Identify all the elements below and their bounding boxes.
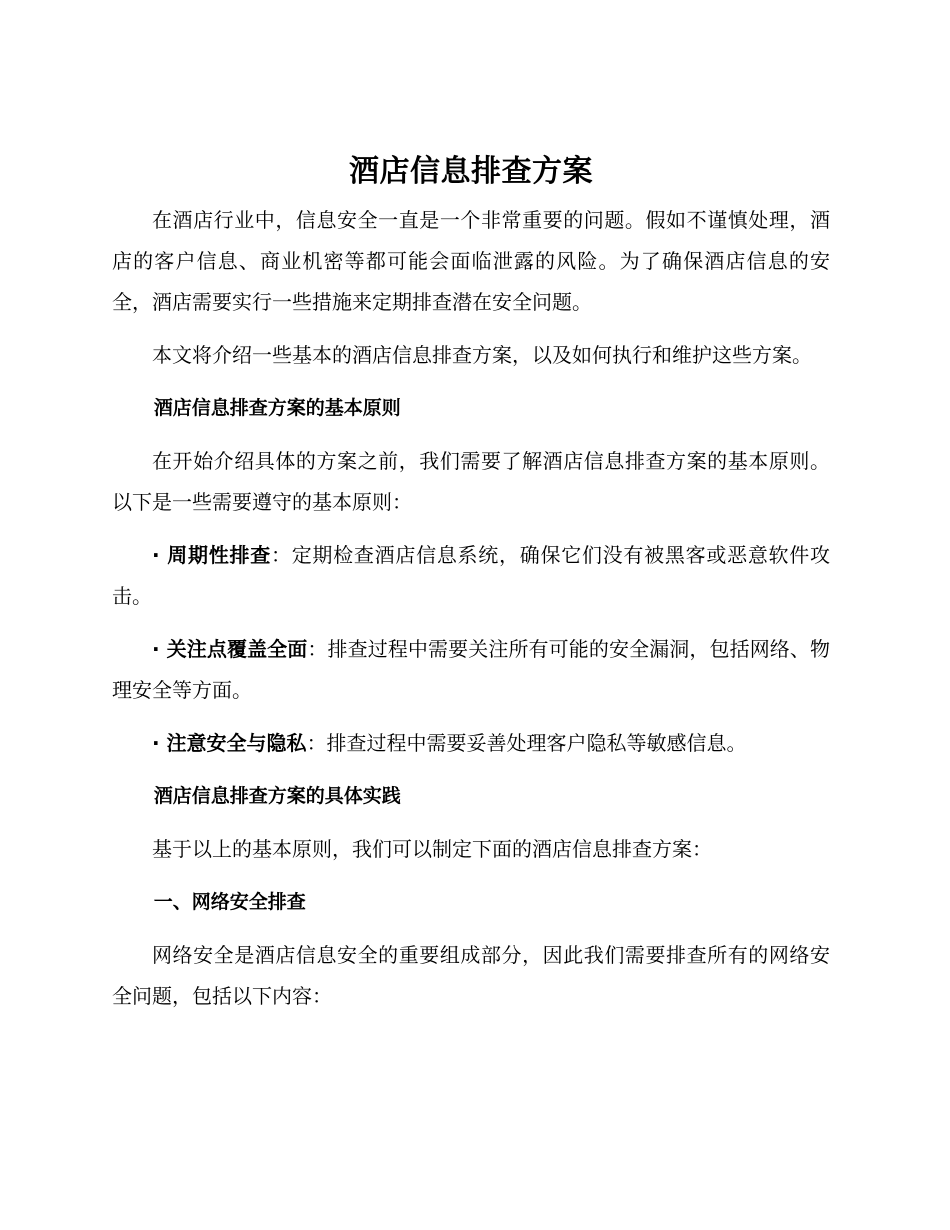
intro-paragraph-1: 在酒店行业中，信息安全一直是一个非常重要的问题。假如不谨慎处理，酒店的客户信息、商业机密等都可能会面临泄露的风险。为了确保酒店信息的安全，酒店需要实行一些措施来定期排查潜在安全问题。: [112, 208, 830, 314]
principle-term: · 注意安全与隐私: [152, 731, 307, 755]
principle-item-periodic: [112, 535, 830, 617]
principle-term: · 周期性排查: [152, 543, 271, 567]
principle-text: ：排查过程中需要关注所有可能的安全漏洞，包括网络、物理安全等方面。: [112, 637, 831, 702]
principle-text: ：排查过程中需要妥善处理客户隐私等敏感信息。: [306, 731, 747, 755]
practice-heading: 酒店信息排查方案的具体实践: [153, 785, 401, 807]
document-page: [112, 150, 830, 1029]
intro-paragraph-2: 本文将介绍一些基本的酒店信息排查方案，以及如何执行和维护这些方案。: [152, 343, 812, 367]
principle-item-privacy: [112, 723, 830, 764]
network-security-heading: 一、网络安全排查: [153, 891, 306, 913]
principles-heading: 酒店信息排查方案的基本原则: [153, 397, 401, 419]
principle-term: · 关注点覆盖全面: [152, 637, 308, 661]
document-title: 酒店信息排查方案: [349, 154, 593, 189]
network-security-paragraph: 网络安全是酒店信息安全的重要组成部分，因此我们需要排查所有的网络安全问题，包括以下内容：: [112, 943, 830, 1008]
practice-intro-paragraph: 基于以上的基本原则，我们可以制定下面的酒店信息排查方案：: [152, 837, 712, 861]
principle-text: ：定期检查酒店信息系统，确保它们没有被黑客或恶意软件攻击。: [112, 543, 831, 608]
principle-item-coverage: [112, 629, 830, 711]
principles-intro-paragraph: 在开始介绍具体的方案之前，我们需要了解酒店信息排查方案的基本原则。以下是一些需要遵守的基本原则：: [112, 449, 830, 514]
